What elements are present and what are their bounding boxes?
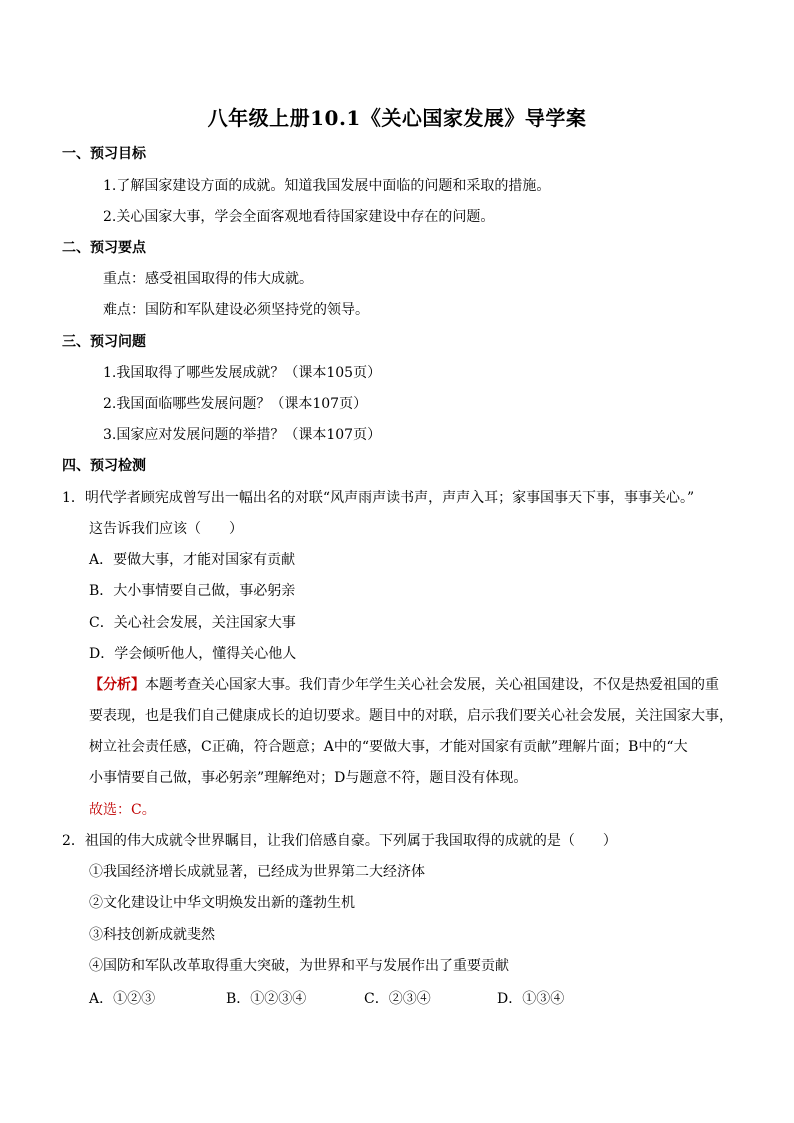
q2-choice-a: A．①②③ [89, 991, 156, 1007]
section-heading-check: 四、预习检测 [62, 458, 146, 474]
objective-item: 1.了解国家建设方面的成就。知道我国发展中面临的问题和采取的措施。 [103, 178, 551, 194]
q2-statement: ②文化建设让中华文明焕发出新的蓬勃生机 [89, 895, 355, 911]
q2-statement: ④国防和军队改革取得重大突破，为世界和平与发展作出了重要贡献 [89, 958, 509, 974]
section-heading-questions: 三、预习问题 [62, 334, 146, 350]
q1-analysis-line [89, 676, 719, 694]
q2-choice-b: B．①②③④ [226, 991, 307, 1007]
question-item: 3.国家应对发展问题的举措？（课本107页） [103, 427, 382, 443]
q2-statement: ①我国经济增长成就显著，已经成为世界第二大经济体 [89, 864, 425, 880]
section-heading-objectives: 一、预习目标 [62, 146, 146, 162]
q1-answer: 故选：C。 [89, 802, 156, 818]
q1-option-d: D．学会倾听他人，懂得关心他人 [89, 646, 297, 662]
question-item: 1.我国取得了哪些发展成就？（课本105页） [103, 365, 382, 381]
section-heading-key-points: 二、预习要点 [62, 240, 146, 256]
q1-stem-continued: 这告诉我们应该（ ） [89, 521, 243, 537]
q1-option-c: C．关心社会发展，关注国家大事 [89, 615, 296, 631]
question-item: 2.我国面临哪些发展问题？（课本107页） [103, 396, 368, 412]
analysis-tag: 【分析】 [89, 677, 145, 693]
analysis-text: 本题考查关心国家大事。我们青少年学生关心社会发展，关心祖国建设，不仅是热爱祖国的重 [145, 677, 719, 693]
q1-stem: 1．明代学者顾宪成曾写出一幅出名的对联“风声雨声读书声，声声入耳；家事国事天下事，事事关心。” [62, 490, 695, 506]
q1-option-b: B．大小事情要自己做，事必躬亲 [89, 583, 296, 599]
objective-item: 2.关心国家大事，学会全面客观地看待国家建设中存在的问题。 [103, 209, 495, 225]
q1-analysis-line: 树立社会责任感，C正确，符合题意；A中的“要做大事，才能对国家有贡献”理解片面；B中的“大 [89, 739, 688, 755]
q1-analysis-line: 要表现，也是我们自己健康成长的迫切要求。题目中的对联，启示我们要关心社会发展，关注国家大事， [89, 708, 733, 724]
q2-statement: ③科技创新成就斐然 [89, 927, 215, 943]
q1-analysis-line: 小事情要自己做，事必躬亲”理解绝对；D与题意不符，题目没有体现。 [89, 770, 528, 786]
q2-choice-c: C．②③④ [364, 991, 431, 1007]
key-point-item: 难点：国防和军队建设必须坚持党的领导。 [103, 302, 369, 318]
page-title: 八年级上册10.1《关心国家发展》导学案 [207, 106, 587, 130]
key-point-item: 重点：感受祖国取得的伟大成就。 [103, 271, 313, 287]
q1-option-a: A．要做大事，才能对国家有贡献 [89, 552, 296, 568]
q2-choice-d: D．①③④ [497, 991, 565, 1007]
q2-stem: 2．祖国的伟大成就令世界瞩目，让我们倍感自豪。下列属于我国取得的成就的是（ ） [62, 833, 617, 849]
